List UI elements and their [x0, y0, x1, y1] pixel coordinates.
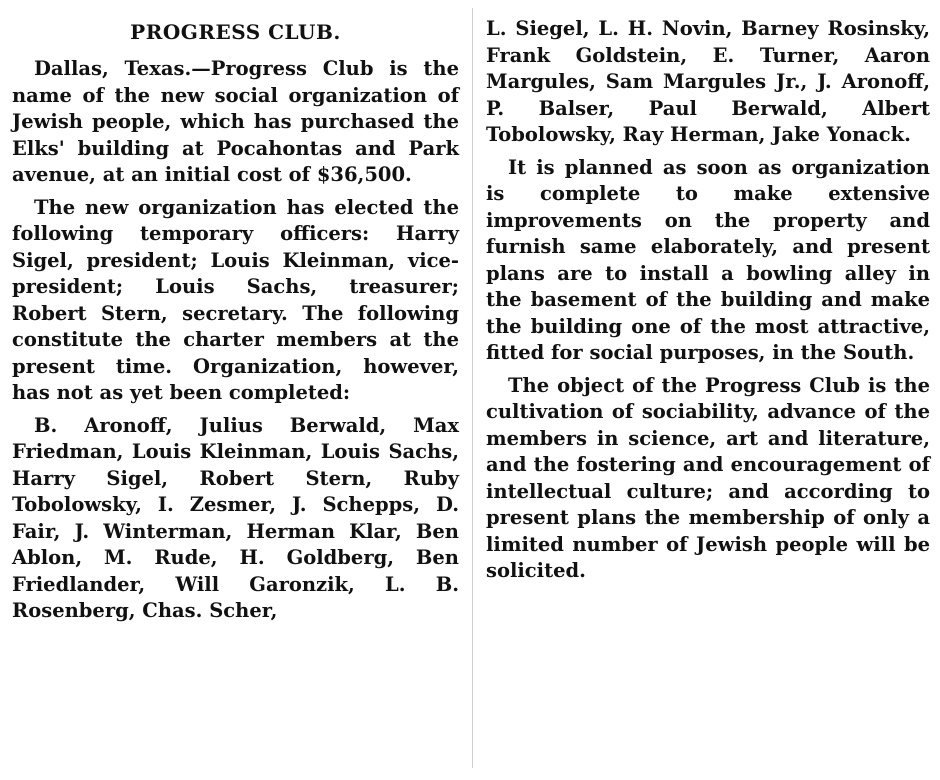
- column-divider: [472, 8, 473, 768]
- paragraph-improvements: It is planned as soon as organization is complete to make extensive improvements on the property and furnish same elaborately, and present plans are to install a bowling alley in the basement of the building and make the building one of the most attractive, fitted for social purposes, in the South.: [486, 155, 930, 364]
- article-headline: PROGRESS CLUB.: [130, 20, 341, 44]
- left-column: [12, 0, 459, 780]
- right-column: [486, 0, 930, 780]
- paragraph-members-part2: L. Siegel, L. H. Novin, Barney Rosinsky, Frank Goldstein, E. Turner, Aaron Margules, Sam Margules Jr., J. Aronoff, P. Balser, Paul Berwald, Albert Tobolowsky, Ray Herman, Jake Yonack.: [486, 17, 930, 146]
- paragraph-object: The object of the Progress Club is the cultivation of sociability, advance of the members in science, art and literature, and the fostering and encouragement of intellectual culture; and according to present plans the membership of only a limited number of Jewish people will be solicited.: [486, 373, 930, 582]
- paragraph-dallas-intro: Dallas, Texas.—Progress Club is the name of the new social organization of Jewish people, which has purchased the Elks' building at Pocahontas and Park avenue, at an initial cost of $36,500.: [12, 57, 459, 186]
- paragraph-members-part1: B. Aronoff, Julius Berwald, Max Friedman, Louis Kleinman, Louis Sachs, Harry Sigel, Robert Stern, Ruby Tobolowsky, I. Zesmer, J. Schepps, D. Fair, J. Winterman, Herman Klar, Ben Ablon, M. Rude, H. Goldberg, Ben Friedlander, Will Garonzik, L. B. Rosenberg, Chas. Scher,: [12, 413, 459, 622]
- paragraph-officers: The new organization has elected the following temporary officers: Harry Sigel, president; Louis Kleinman, vice-president; Louis Sachs, treasurer; Robert Stern, secretary. The following constitute the charter members at the present time. Organization, however, has not as yet been completed:: [12, 195, 459, 404]
